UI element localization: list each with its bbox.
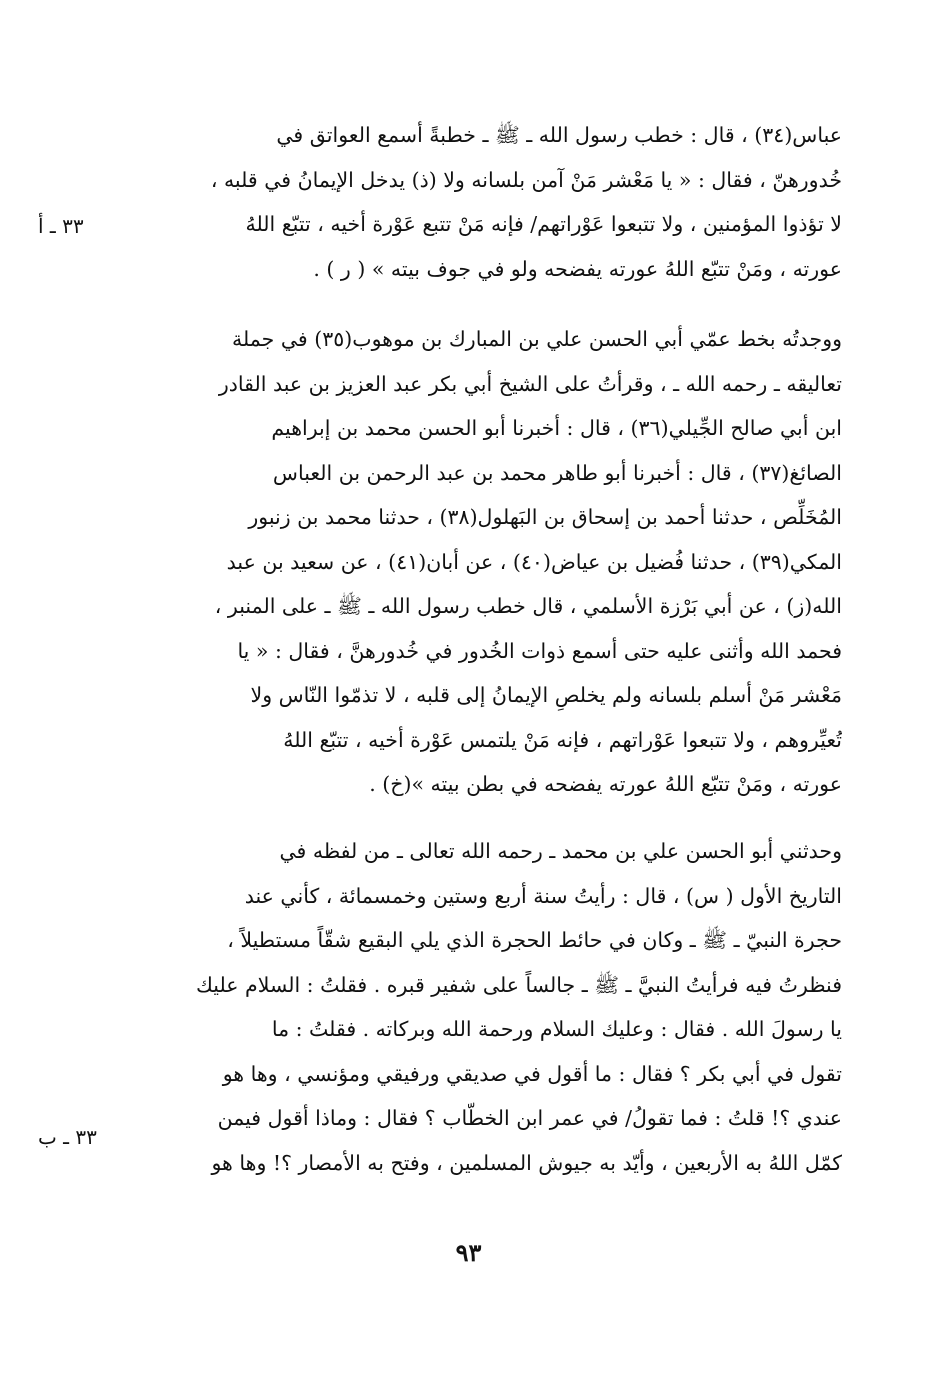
text-line: فنظرتُ فيه فرأيتُ النبيَّ ـ ﷺ ـ جالساً على شفير قبره . فقلتُ : السلام عليك bbox=[196, 972, 842, 997]
text-line: ابن أبي صالح الجِّيلي(٣٦) ، قال : أخبرنا أبو الحسن محمد بن إبراهيم bbox=[271, 416, 842, 440]
text-line: خُدورهنّ ، فقال : « يا مَعْشر مَنْ آمن بلسانه ولا (ذ) يدخل الإيمانُ في قلبه ، bbox=[210, 167, 842, 192]
text-line: المكي(٣٩) ، حدثنا فُضيل بن عياض(٤٠) ، عن أبان(٤١) ، عن سعيد بن عبد bbox=[226, 549, 842, 574]
text-line: كمّل اللهُ به الأربعين ، وأيّد به جيوش المسلمين ، وفتح به الأمصار ؟! وها هو bbox=[211, 1150, 842, 1175]
margin-folio-note: ٣٣ ـ ب bbox=[38, 1125, 97, 1149]
text-line: لا تؤذوا المؤمنين ، ولا تتبعوا عَوْراتهم/ فإنه مَنْ تتبع عَوْرة أخيه ، تتبّع اللهُ bbox=[245, 212, 842, 236]
text-line: عباس(٣٤) ، قال : خطب رسول الله ـ ﷺ ـ خطبةً أسمع العواتق في bbox=[276, 123, 842, 147]
paragraph-1 bbox=[120, 113, 842, 291]
text-line: الصائغ(٣٧) ، قال : أخبرنا أبو طاهر محمد بن عبد الرحمن بن العباس bbox=[272, 460, 842, 485]
paragraph-3 bbox=[120, 829, 842, 1185]
text-line: التاريخ الأول ( س) ، قال : رأيتُ سنة أربع وستين وخمسمائة ، كأني عند bbox=[244, 883, 842, 908]
text-line: تقول في أبي بكر ؟ فقال : ما أقول في صديقي ورفيقي ومؤنسي ، وها هو bbox=[222, 1061, 842, 1086]
text-line: عورته ، ومَنْ تتبّع اللهُ عورته يفضحه ولو في جوف بيته » ( ر ) . bbox=[313, 256, 842, 281]
text-line: مَعْشر مَنْ أسلم بلسانه ولم يخلصِ الإيمانُ إلى قلبه ، لا تذمّوا النّاس ولا bbox=[250, 683, 842, 707]
page-number: ٩٣ bbox=[455, 1238, 482, 1267]
paragraph-2 bbox=[120, 317, 842, 807]
text-line: الله(ز) ، عن أبي بَرْزة الأسلمي ، قال خطب رسول الله ـ ﷺ ـ على المنبر ، bbox=[214, 594, 842, 618]
text-line: عورته ، ومَنْ تتبّع اللهُ عورته يفضحه في بطن بيته »(خ) . bbox=[369, 772, 842, 796]
text-line: وحدثني أبو الحسن علي بن محمد ـ رحمه الله تعالى ـ من لفظه في bbox=[279, 839, 842, 863]
text-line: تُعيِّروهم ، ولا تتبعوا عَوْراتهم ، فإنه مَنْ يلتمس عَوْرة أخيه ، تتبّع اللهُ bbox=[283, 727, 842, 752]
text-line: فحمد الله وأثنى عليه حتى أسمع ذوات الخُدور في خُدورهنَّ ، فقال : « يا bbox=[237, 638, 842, 663]
text-line: يا رسولَ الله . فقال : وعليك السلام ورحمة الله وبركاته . فقلتُ : ما bbox=[271, 1017, 842, 1041]
text-line: ووجدتُه بخط عمّي أبي الحسن علي بن المبارك بن موهوب(٣٥) في جملة bbox=[232, 327, 842, 351]
margin-folio-note: ٣٣ ـ أ bbox=[38, 214, 84, 238]
text-line: حجرة النبيّ ـ ﷺ ـ وكان في حائط الحجرة الذي يلي البقيع شقّاً مستطيلاً ، bbox=[227, 928, 842, 952]
text-line: عندي ؟! قلتُ : فما تقولُ/ في عمر ابن الخطّاب ؟ فقال : وماذا أقول فيمن bbox=[217, 1106, 842, 1130]
text-line: المُخَلِّص ، حدثنا أحمد بن إسحاق بن البَهلول(٣٨) ، حدثنا محمد بن زنبور bbox=[248, 505, 842, 529]
text-line: تعاليقه ـ رحمه الله ـ ، وقرأتُ على الشيخ أبي بكر عبد العزيز بن عبد القادر bbox=[218, 371, 842, 396]
